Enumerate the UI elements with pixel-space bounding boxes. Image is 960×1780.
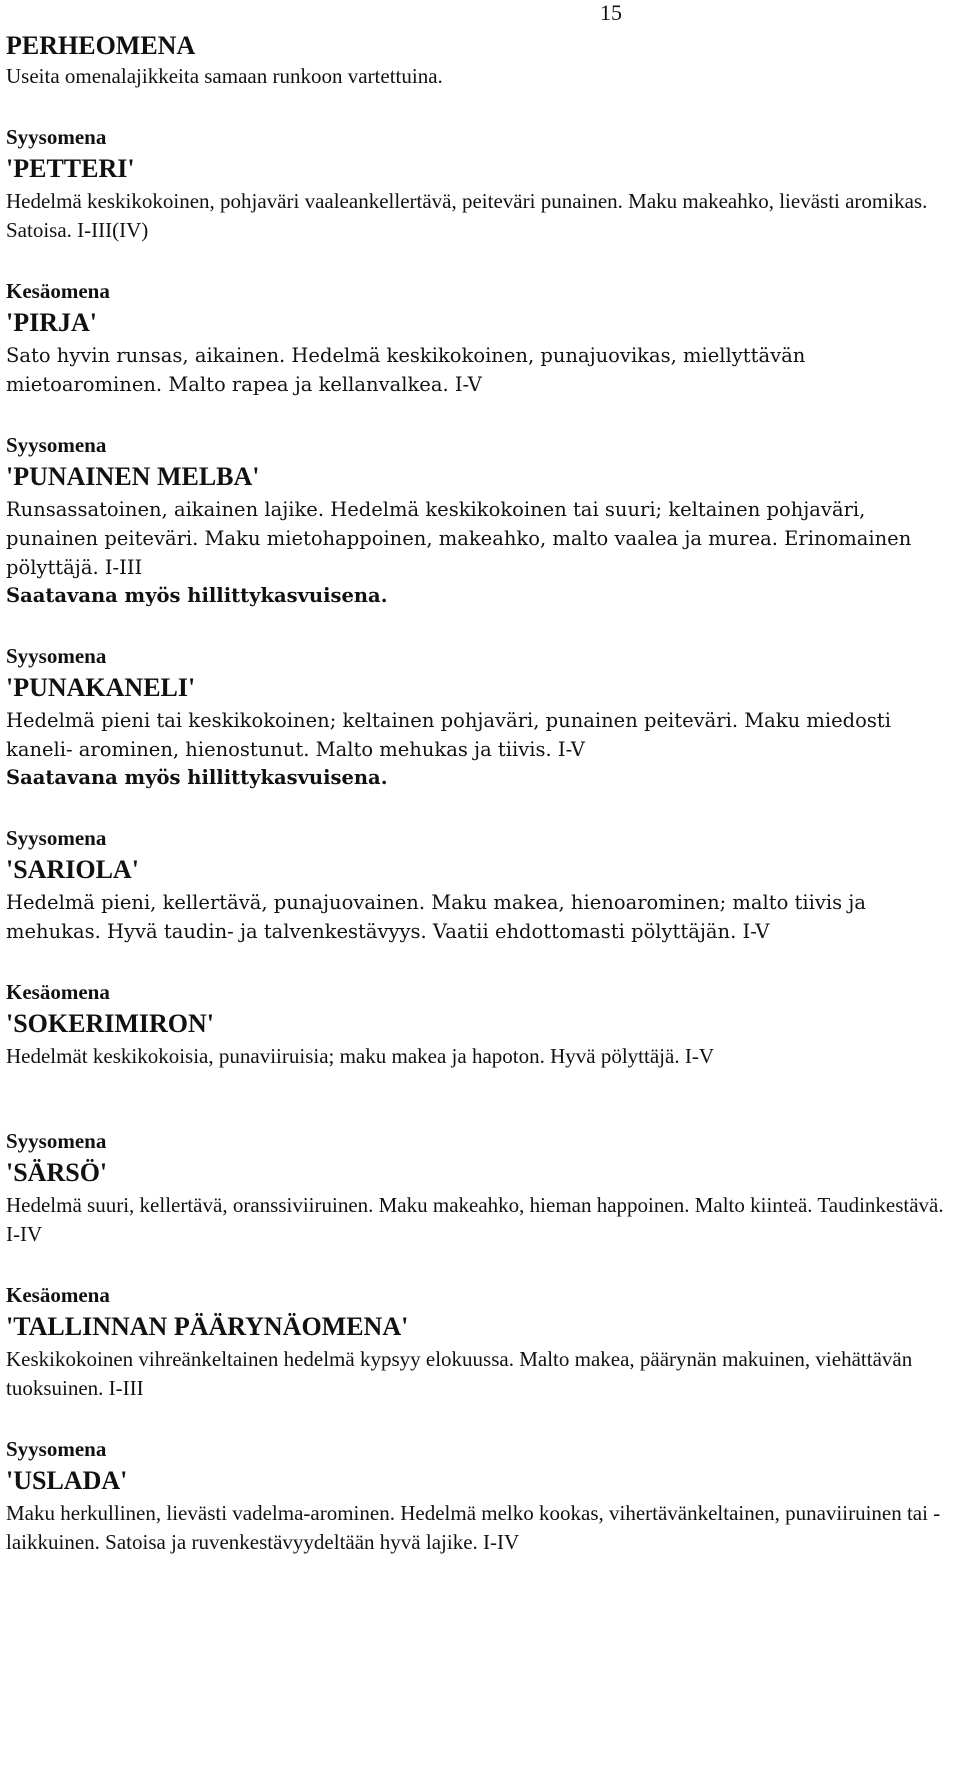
- variety-description: Runsassatoinen, aikainen lajike. Hedelmä keskikokoinen tai suuri; keltainen pohjaväri, punainen peiteväri. Maku mietohappoinen, makeahko, malto vaalea ja murea. Erinomainen pölyttäjä. I-III: [6, 498, 912, 579]
- variety-entry-sarso: [6, 1127, 956, 1249]
- season-label: Kesäomena: [6, 980, 110, 1004]
- variety-description: Hedelmä pieni, kellertävä, punajuovainen. Maku makea, hienoarominen; malto tiivis ja mehukas. Hyvä taudin- ja talvenkestävyys. Vaatii ehdottomasti pölyttäjän. I-V: [6, 891, 866, 943]
- intro-text: Useita omenalajikkeita samaan runkoon vartettuina.: [6, 64, 443, 88]
- variety-entry-pirja: [6, 277, 956, 399]
- variety-description: Maku herkullinen, lievästi vadelma-arominen. Hedelmä melko kookas, vihertävänkeltainen, punaviiruinen tai -laikkuinen. Satoisa ja ruvenkestävyydeltään hyvä lajike. I-IV: [6, 1501, 941, 1554]
- variety-name: 'SÄRSÖ': [6, 1158, 108, 1187]
- variety-entry-punainen-melba: [6, 431, 956, 610]
- season-label: Syysomena: [6, 644, 107, 668]
- variety-description: Hedelmät keskikokoisia, punaviiruisia; maku makea ja hapoton. Hyvä pölyttäjä. I-V: [6, 1044, 714, 1068]
- season-label: Kesäomena: [6, 1283, 110, 1307]
- season-label: Syysomena: [6, 826, 107, 850]
- variety-description: Hedelmä keskikokoinen, pohjaväri vaaleankellertävä, peiteväri punainen. Maku makeahko, lievästi aromikas. Satoisa. I-III(IV): [6, 189, 928, 242]
- season-label: Syysomena: [6, 125, 107, 149]
- page-number: 15: [600, 0, 622, 25]
- variety-description: Hedelmä pieni tai keskikokoinen; keltainen pohjaväri, punainen peiteväri. Maku miedosti kaneli- arominen, hienostunut. Malto mehukas ja tiivis. I-V: [6, 709, 891, 761]
- variety-entry-petteri: [6, 123, 956, 245]
- variety-entry-sariola: [6, 824, 956, 946]
- variety-name: 'SARIOLA': [6, 855, 139, 884]
- variety-entry-uslada: [6, 1435, 956, 1557]
- variety-entry-punakaneli: [6, 642, 956, 792]
- intro-section: [6, 30, 956, 91]
- variety-note: Saatavana myös hillittykasvuisena.: [6, 584, 388, 607]
- season-label: Kesäomena: [6, 279, 110, 303]
- variety-name: 'PUNAINEN MELBA': [6, 462, 260, 491]
- season-label: Syysomena: [6, 1437, 107, 1461]
- variety-name: 'PETTERI': [6, 154, 135, 183]
- intro-title: PERHEOMENA: [6, 31, 196, 60]
- variety-name: 'PIRJA': [6, 308, 97, 337]
- season-label: Syysomena: [6, 433, 107, 457]
- variety-name: 'TALLINNAN PÄÄRYNÄOMENA': [6, 1312, 409, 1341]
- variety-name: 'SOKERIMIRON': [6, 1009, 215, 1038]
- variety-note: Saatavana myös hillittykasvuisena.: [6, 766, 388, 789]
- variety-entry-sokerimiron: [6, 978, 956, 1071]
- variety-name: 'PUNAKANELI': [6, 673, 196, 702]
- document-body: [6, 30, 956, 1557]
- variety-entry-tallinnan-paarynaomena: [6, 1281, 956, 1403]
- variety-description: Hedelmä suuri, kellertävä, oranssiviiruinen. Maku makeahko, hieman happoinen. Malto kiinteä. Taudinkestävä. I-IV: [6, 1193, 944, 1246]
- variety-description: Keskikokoinen vihreänkeltainen hedelmä kypsyy elokuussa. Malto makea, päärynän makuinen, viehättävän tuoksuinen. I-III: [6, 1347, 913, 1400]
- season-label: Syysomena: [6, 1129, 107, 1153]
- variety-name: 'USLADA': [6, 1466, 128, 1495]
- variety-description: Sato hyvin runsas, aikainen. Hedelmä keskikokoinen, punajuovikas, miellyttävän mietoarominen. Malto rapea ja kellanvalkea. I-V: [6, 344, 806, 396]
